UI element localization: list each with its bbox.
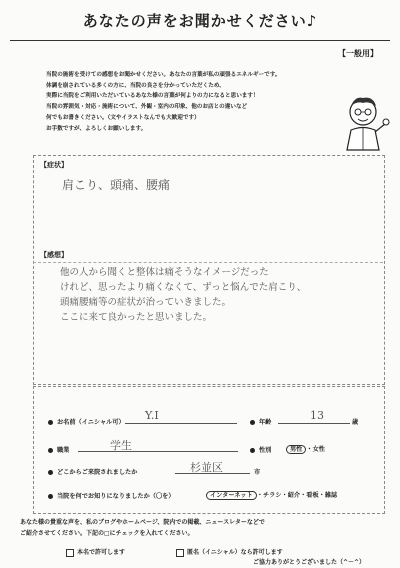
- doctor-mascot-illustration: [335, 92, 391, 152]
- area-unit: 市: [254, 469, 261, 476]
- symptom-label: 【症状】: [40, 161, 68, 169]
- intro-line: 実際に当院をご利用いただいているあなた様の言葉が何よりの力になると思います！: [46, 93, 259, 100]
- age-value: 13: [310, 409, 324, 422]
- bullet-icon: [250, 448, 255, 453]
- thanks-text: ご協力ありがとうございました（^－^）: [253, 559, 366, 566]
- gender-separator: ・: [306, 446, 313, 453]
- source-option-signboard[interactable]: ・看板: [300, 492, 319, 499]
- source-option-internet[interactable]: インターネット: [206, 491, 257, 500]
- bullet-icon: [48, 420, 53, 425]
- age-field[interactable]: [278, 423, 350, 424]
- source-label: 当院を何でお知りになりましたか（〇を）: [57, 493, 175, 500]
- permission-real-name[interactable]: [66, 547, 125, 557]
- age-label: 年齢: [259, 419, 272, 426]
- impression-line: 他の人から聞くと整体は痛そうなイメージだった: [60, 267, 269, 278]
- bullet-icon: [48, 448, 53, 453]
- symptom-handwriting: 肩こり、頭痛、腰痛: [62, 178, 171, 192]
- age-unit: 歳: [352, 419, 359, 426]
- impression-label: 【感想】: [40, 251, 68, 259]
- title-divider: [10, 40, 390, 41]
- intro-line: 体調を崩されている多くの方に、当院の良さを分かっていただくため、: [46, 82, 225, 89]
- intro-line: 当院の雰囲気・対応・施術について、外観・室内の印象、他のお店との違いなど: [46, 104, 248, 111]
- permission-line: ご紹介させてください。下記の□にチェックを入れてください。: [20, 530, 194, 537]
- impression-line: ここに来て良かったと思いました。: [60, 312, 213, 323]
- impression-line: 頭痛腰痛等の症状が治っていきました。: [60, 297, 232, 308]
- name-row: [48, 417, 125, 426]
- gender-row: [250, 445, 271, 454]
- source-row: [48, 491, 175, 500]
- name-field[interactable]: [125, 423, 237, 424]
- bullet-icon: [48, 470, 53, 475]
- impression-line: けれど、思ったより痛くなくて、ずっと悩んでた肩こり、: [60, 282, 307, 293]
- source-option-flyer[interactable]: ・チラシ: [256, 492, 282, 499]
- real-name-checkbox[interactable]: [66, 549, 74, 557]
- job-value: 学生: [110, 439, 132, 452]
- bullet-icon: [48, 494, 53, 499]
- name-value: Y.I: [145, 409, 159, 422]
- intro-line: お手数ですが、よろしくお願いします。: [46, 125, 147, 132]
- source-option-magazine[interactable]: ・雑誌: [318, 492, 338, 499]
- name-label: お名前（イニシャル可）: [57, 419, 125, 426]
- gender-options: [286, 444, 325, 453]
- initials-label: 匿名（イニシャル）なら許可します: [187, 549, 283, 556]
- area-row: [48, 467, 137, 476]
- intro-text: [46, 70, 346, 134]
- permission-initials[interactable]: [176, 547, 283, 557]
- age-row: [250, 417, 271, 426]
- permission-text: [20, 517, 380, 539]
- initials-checkbox[interactable]: [176, 549, 184, 557]
- gender-label: 性別: [259, 447, 272, 454]
- job-label: 職業: [57, 447, 70, 454]
- permission-line: あなた様の貴重な声を、私のブログやホームページ、院内での掲載、ニュースレターなどで: [20, 519, 265, 526]
- source-option-referral[interactable]: ・紹介: [281, 492, 301, 499]
- job-field[interactable]: [78, 451, 238, 452]
- intro-line: 何でもお書きください。（文やイラストなんでも大歓迎です）: [46, 114, 200, 121]
- source-options: [206, 490, 337, 499]
- job-row: [48, 445, 69, 454]
- page-title: あなたの声をお聞かせください♪: [82, 12, 318, 30]
- form-type-tag: 【一般用】: [338, 49, 378, 58]
- area-value: 杉並区: [190, 461, 223, 474]
- bullet-icon: [250, 420, 255, 425]
- real-name-label: 本名で許可します: [77, 549, 126, 556]
- gender-female-option[interactable]: 女性: [312, 446, 325, 453]
- comment-box-divider: [33, 262, 383, 263]
- gender-male-option[interactable]: 男性: [286, 445, 306, 454]
- area-label: どこからご来院されましたか: [57, 469, 138, 476]
- intro-line: 当院の施術を受けての感想をお聞かせください。あなたの言葉が私の頑張るエネルギーです。: [46, 72, 281, 78]
